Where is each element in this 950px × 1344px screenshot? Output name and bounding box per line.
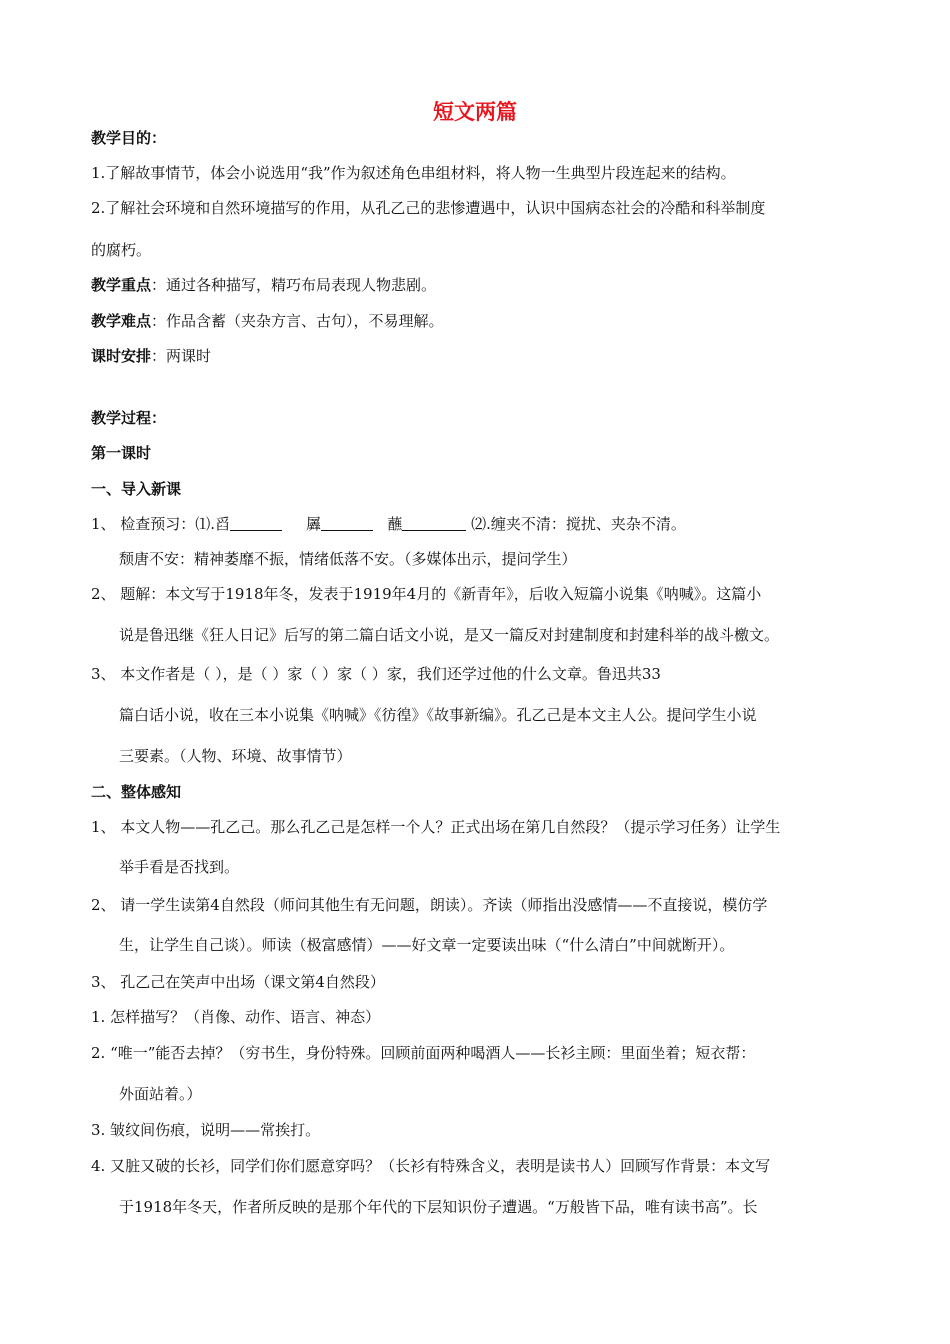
section1-item3-line1: 3、 本文作者是（ ），是（ ）家（ ）家（ ）家，我们还学过他的什么文章。鲁迅共33 [91,665,661,683]
section1-item2-line1: 2、 题解：本文写于1918年冬，发表于1919年4月的《新青年》，后收入短篇小说集《呐喊》。这篇小 [91,585,762,603]
section1-item1 [91,514,686,534]
answer-blank [402,515,466,531]
schedule [91,346,211,366]
item1-word3: 蘸 [387,515,403,533]
difficulty [91,311,444,331]
section2-line: 4. 又脏又破的长衫，同学们你们愿意穿吗？（长衫有特殊含义，表明是读书人）回顾写作背景：本文写 [91,1157,771,1175]
item1-suffix: ⑵.缠夹不清：搅扰、夹杂不清。 [471,515,686,533]
schedule-label: 课时安排 [91,347,152,365]
objectives-heading: 教学目的： [91,129,167,147]
objective-1: 1.了解故事情节，体会小说选用“我”作为叙述角色串组材料，将人物一生典型片段连起来的结构。 [91,164,736,182]
section2-heading: 二、整体感知 [91,783,182,801]
document-title: 短文两篇 [433,100,517,124]
section2-line: 3、 孔乙己在笑声中出场（课文第4自然段） [91,973,385,991]
objective-2-cont: 的腐朽。 [91,241,152,259]
answer-blank [230,515,282,531]
section2-line: 1、 本文人物——孔乙己。那么孔乙己是怎样一个人？正式出场在第几自然段？（提示学习任务）让学生 [91,818,781,836]
section2-line: 外面站着。） [119,1085,202,1103]
section1-item3-line2: 篇白话小说，收在三本小说集《呐喊》《彷徨》《故事新编》。孔乙己是本文主人公。提问学生小说 [119,706,757,724]
section1-item1-line2: 颓唐不安：精神萎靡不振，情绪低落不安。（多媒体出示，提问学生） [119,550,577,568]
process-heading: 教学过程： [91,409,167,427]
key-point [91,275,436,295]
section2-line: 2. “唯一”能否去掉？（穷书生，身份特殊。回顾前面两种喝酒人——长衫主顾：里面坐着；短衣帮： [91,1044,756,1062]
item1-prefix: 1、 检查预习：⑴.舀 [91,515,231,533]
schedule-text: ：两课时 [151,347,212,365]
section2-line: 举手看是否找到。 [119,858,240,876]
section2-line: 于1918年冬天，作者所反映的是那个年代的下层知识份子遭遇。“万般皆下品，唯有读书高”。长 [119,1198,758,1216]
objective-2: 2.了解社会环境和自然环境描写的作用，从孔乙己的悲惨遭遇中，认识中国病态社会的冷酷和科举制度 [91,199,766,217]
section1-heading: 一、导入新课 [91,480,182,498]
section1-item3-line3: 三要素。（人物、环境、故事情节） [119,747,352,765]
section1-item2-line2: 说是鲁迅继《狂人日记》后写的第二篇白话文小说，是又一篇反对封建制度和封建科举的战斗檄文。 [119,626,780,644]
difficulty-label: 教学难点 [91,312,152,330]
difficulty-text: ：作品含蓄（夹杂方言、古句），不易理解。 [151,312,444,330]
section2-line: 3. 皱纹间伤痕，说明——常挨打。 [91,1121,321,1139]
key-point-label: 教学重点 [91,276,152,294]
item1-word2: 羼 [305,515,321,533]
section2-line: 2、 请一学生读第4自然段（师问其他生有无问题，朗读）。齐读（师指出没感情——不直接说，模仿学 [91,896,768,914]
lesson-heading: 第一课时 [91,444,152,462]
answer-blank [321,515,373,531]
section2-line: 生，让学生自己谈）。师读（极富感情）——好文章一定要读出味（“什么清白”中间就断开）。 [119,936,735,954]
key-point-text: ：通过各种描写，精巧布局表现人物悲剧。 [151,276,437,294]
section2-line: 1. 怎样描写？（肖像、动作、语言、神态） [91,1008,381,1026]
